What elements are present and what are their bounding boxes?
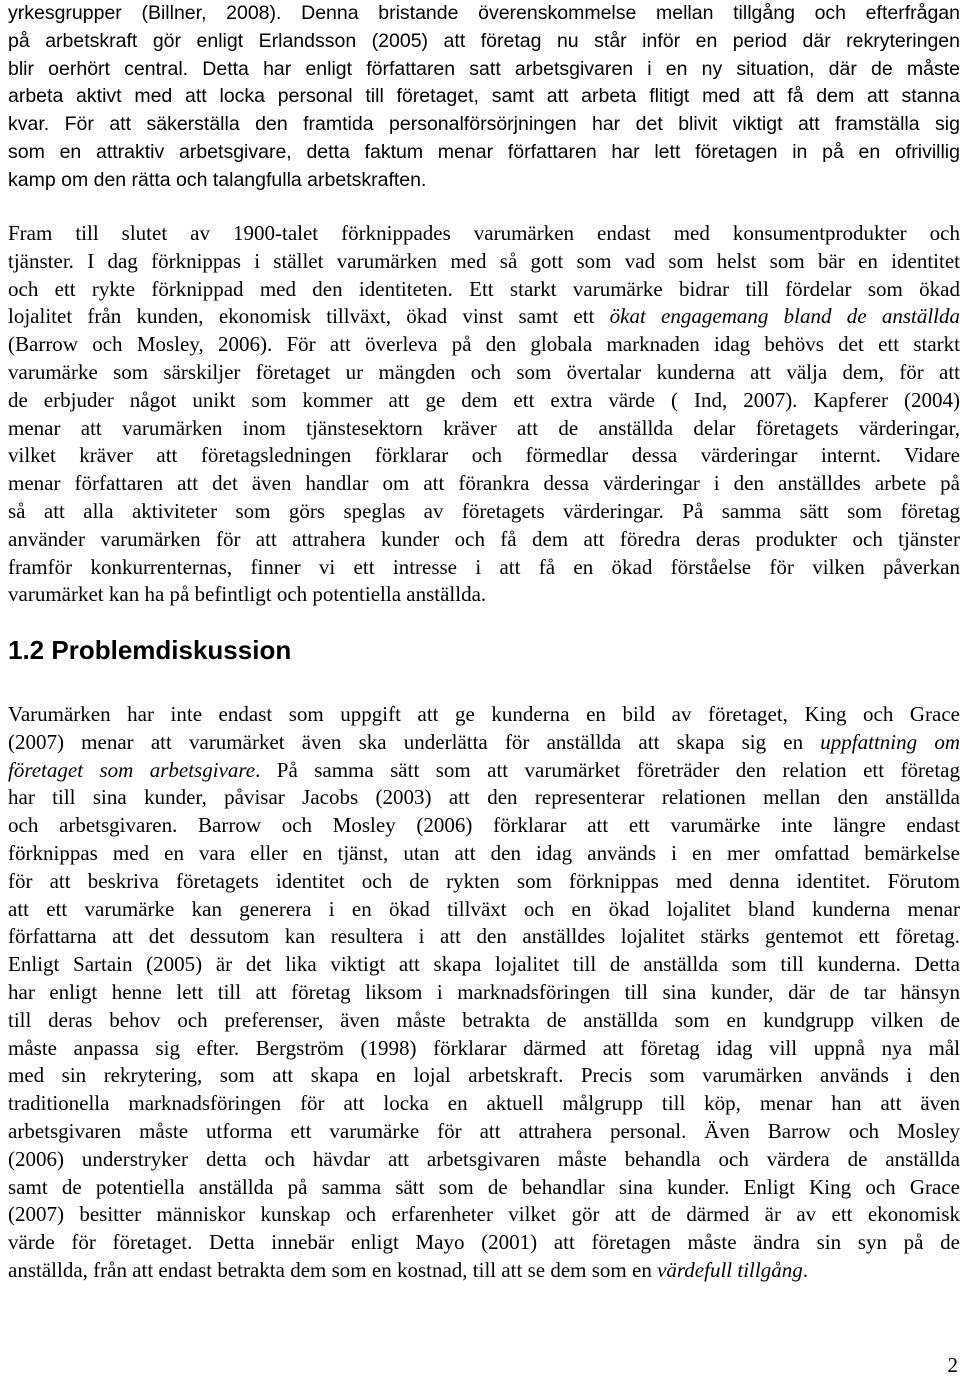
- text-line: för att beskriva företagets identitet och de rykten som förknippas med denna identitet. Förutom: [8, 868, 960, 893]
- text-line: menar författaren att det även handlar om att förankra dessa värderingar i den anställdes arbete på: [8, 471, 960, 496]
- text-line: (Barrow och Mosley, 2006). För att överleva på den globala marknaden idag behövs det ett starkt: [8, 332, 960, 357]
- text-line: varumärke som särskiljer företaget ur mängden och som övertalar kunderna att välja dem, för att: [8, 359, 960, 384]
- text-line: till deras behov och preferenser, även måste betrakta de anställda som en kundgrupp vilken de: [8, 1007, 960, 1032]
- text-line: samt de potentiella anställda på samma sätt som de behandlar sina kunder. Enligt King och Grace: [8, 1174, 960, 1199]
- text-line: Varumärken har inte endast som uppgift att ge kunderna en bild av företaget, King och Grace: [8, 702, 960, 726]
- text-run: (2007) menar att varumärket även ska underlätta för anställda att skapa sig en: [8, 729, 821, 754]
- emphasis-text: uppfattning om: [820, 729, 960, 754]
- text-line: blir oerhört central. Detta har enligt författaren satt arbetsgivaren i en ny situation, där de måste: [8, 57, 960, 80]
- body-paragraph-brands: [8, 220, 960, 609]
- text-line: att ett varumärke kan generera i en ökad tillväxt och en ökad lojalitet bland kunderna menar: [8, 896, 960, 921]
- text-line: traditionella marknadsföringen för att locka en aktuell målgrupp till köp, menar han att även: [8, 1091, 960, 1116]
- text-line: vilket kräver att företagsledningen förklarar och förmedlar dessa värderingar internt. Vidare: [8, 443, 960, 468]
- text-line: författarna att det dessutom kan resultera i att den anställdes lojalitet stärks gentemot ett företag.: [8, 924, 960, 949]
- text-run: lojalitet från kunden, ekonomisk tillväxt, ökad vinst samt ett: [8, 304, 610, 329]
- text-line: framför konkurrenternas, finner vi ett intresse i att få en ökad förståelse för vilken påverkan: [8, 554, 960, 579]
- text-line: Fram till slutet av 1900-talet förknippades varumärken endast med konsumentprodukter och: [8, 221, 960, 245]
- text-line: värde för företaget. Detta innebär enligt Mayo (2001) att företagen måste ändra sin syn på de: [8, 1230, 960, 1255]
- text-line: med sin rekrytering, som att skapa en lojal arbetskraft. Precis som varumärken används i den: [8, 1063, 960, 1088]
- text-run: . På samma sätt som att varumärket företräder den relation ett företag: [255, 757, 960, 782]
- intro-paragraph: [8, 0, 960, 195]
- text-line: (2006) understryker detta och hävdar att arbetsgivaren måste behandla och värdera de anställda: [8, 1146, 960, 1171]
- emphasis-text: företaget som arbetsgivare: [8, 757, 256, 782]
- text-line: [8, 729, 960, 757]
- text-line: [8, 303, 960, 331]
- emphasis-text: ökat engagemang bland de anställda: [609, 304, 960, 329]
- text-line: yrkesgrupper (Billner, 2008). Denna bristande överenskommelse mellan tillgång och efterfrågan: [8, 2, 960, 24]
- text-line: kamp om den rätta och talangfulla arbetskraften.: [8, 168, 427, 191]
- text-line: och arbetsgivaren. Barrow och Mosley (2006) förklarar att ett varumärke inte längre endast: [8, 813, 960, 838]
- text-line: använder varumärken för att attrahera kunder och få dem att föredra deras produkter och tjänster: [8, 526, 960, 551]
- text-line: Enligt Sartain (2005) är det lika viktigt att skapa lojalitet till de anställda som till kunderna. Detta: [8, 952, 960, 977]
- text-run: .: [802, 1257, 808, 1282]
- emphasis-text: värdefull tillgång: [657, 1257, 803, 1282]
- text-line: måste anpassa sig efter. Bergström (1998) förklarar därmed att företag idag vill uppnå nya mål: [8, 1035, 960, 1060]
- text-line: förknippas med en vara eller en tjänst, utan att den idag används i en mer omfattad bemärkelse: [8, 840, 960, 865]
- text-line: som en attraktiv arbetsgivare, detta faktum menar författaren har lett företagen in på en ofrivillig: [8, 140, 960, 163]
- text-line: har till sina kunder, påvisar Jacobs (2003) att den representerar relationen mellan den anställda: [8, 785, 960, 810]
- text-line: [8, 1257, 960, 1285]
- text-line: kvar. För att säkerställa den framtida personalförsörjningen har det blivit viktigt att framställa sig: [8, 113, 960, 136]
- text-line: arbeta aktivt med att locka personal till företaget, samt att arbeta flitigt med att få dem att stanna: [8, 85, 960, 108]
- text-line: varumärket kan ha på befintligt och potentiella anställda.: [8, 582, 487, 607]
- text-line: så att alla aktiviteter som görs speglas av företagets värderingar. På samma sätt som företag: [8, 498, 960, 523]
- text-line: och ett rykte förknippad med den identiteten. Ett starkt varumärke bidrar till fördelar som ökad: [8, 276, 960, 301]
- section-heading: 1.2 Problemdiskussion: [8, 635, 292, 665]
- text-line: menar att varumärken inom tjänstesektorn kräver att de anställda delar företagets värderingar,: [8, 415, 960, 440]
- text-line: har enligt henne lett till att företag liksom i marknadsföringen till sina kunder, där de tar hänsyn: [8, 979, 960, 1004]
- text-line: arbetsgivaren måste utforma ett varumärke för att attrahera personal. Även Barrow och Mosley: [8, 1118, 960, 1143]
- text-line: de erbjuder något unikt som kommer att ge dem ett extra värde ( Ind, 2007). Kapferer (2004): [8, 387, 960, 412]
- page-number: 2: [947, 1353, 958, 1377]
- text-run: anställda, från att endast betrakta dem som en kostnad, till att se dem som en: [8, 1257, 658, 1282]
- body-paragraph-problem: [8, 701, 960, 1285]
- text-line: på arbetskraft gör enligt Erlandsson (2005) att företag nu står inför en period där rekryteringen: [8, 29, 960, 52]
- text-line: [8, 757, 960, 785]
- text-line: (2007) besitter människor kunskap och erfarenheter vilket gör att de därmed är av ett ekonomisk: [8, 1202, 960, 1227]
- text-line: tjänster. I dag förknippas i stället varumärken med så gott som vad som helst som bär en identitet: [8, 248, 960, 273]
